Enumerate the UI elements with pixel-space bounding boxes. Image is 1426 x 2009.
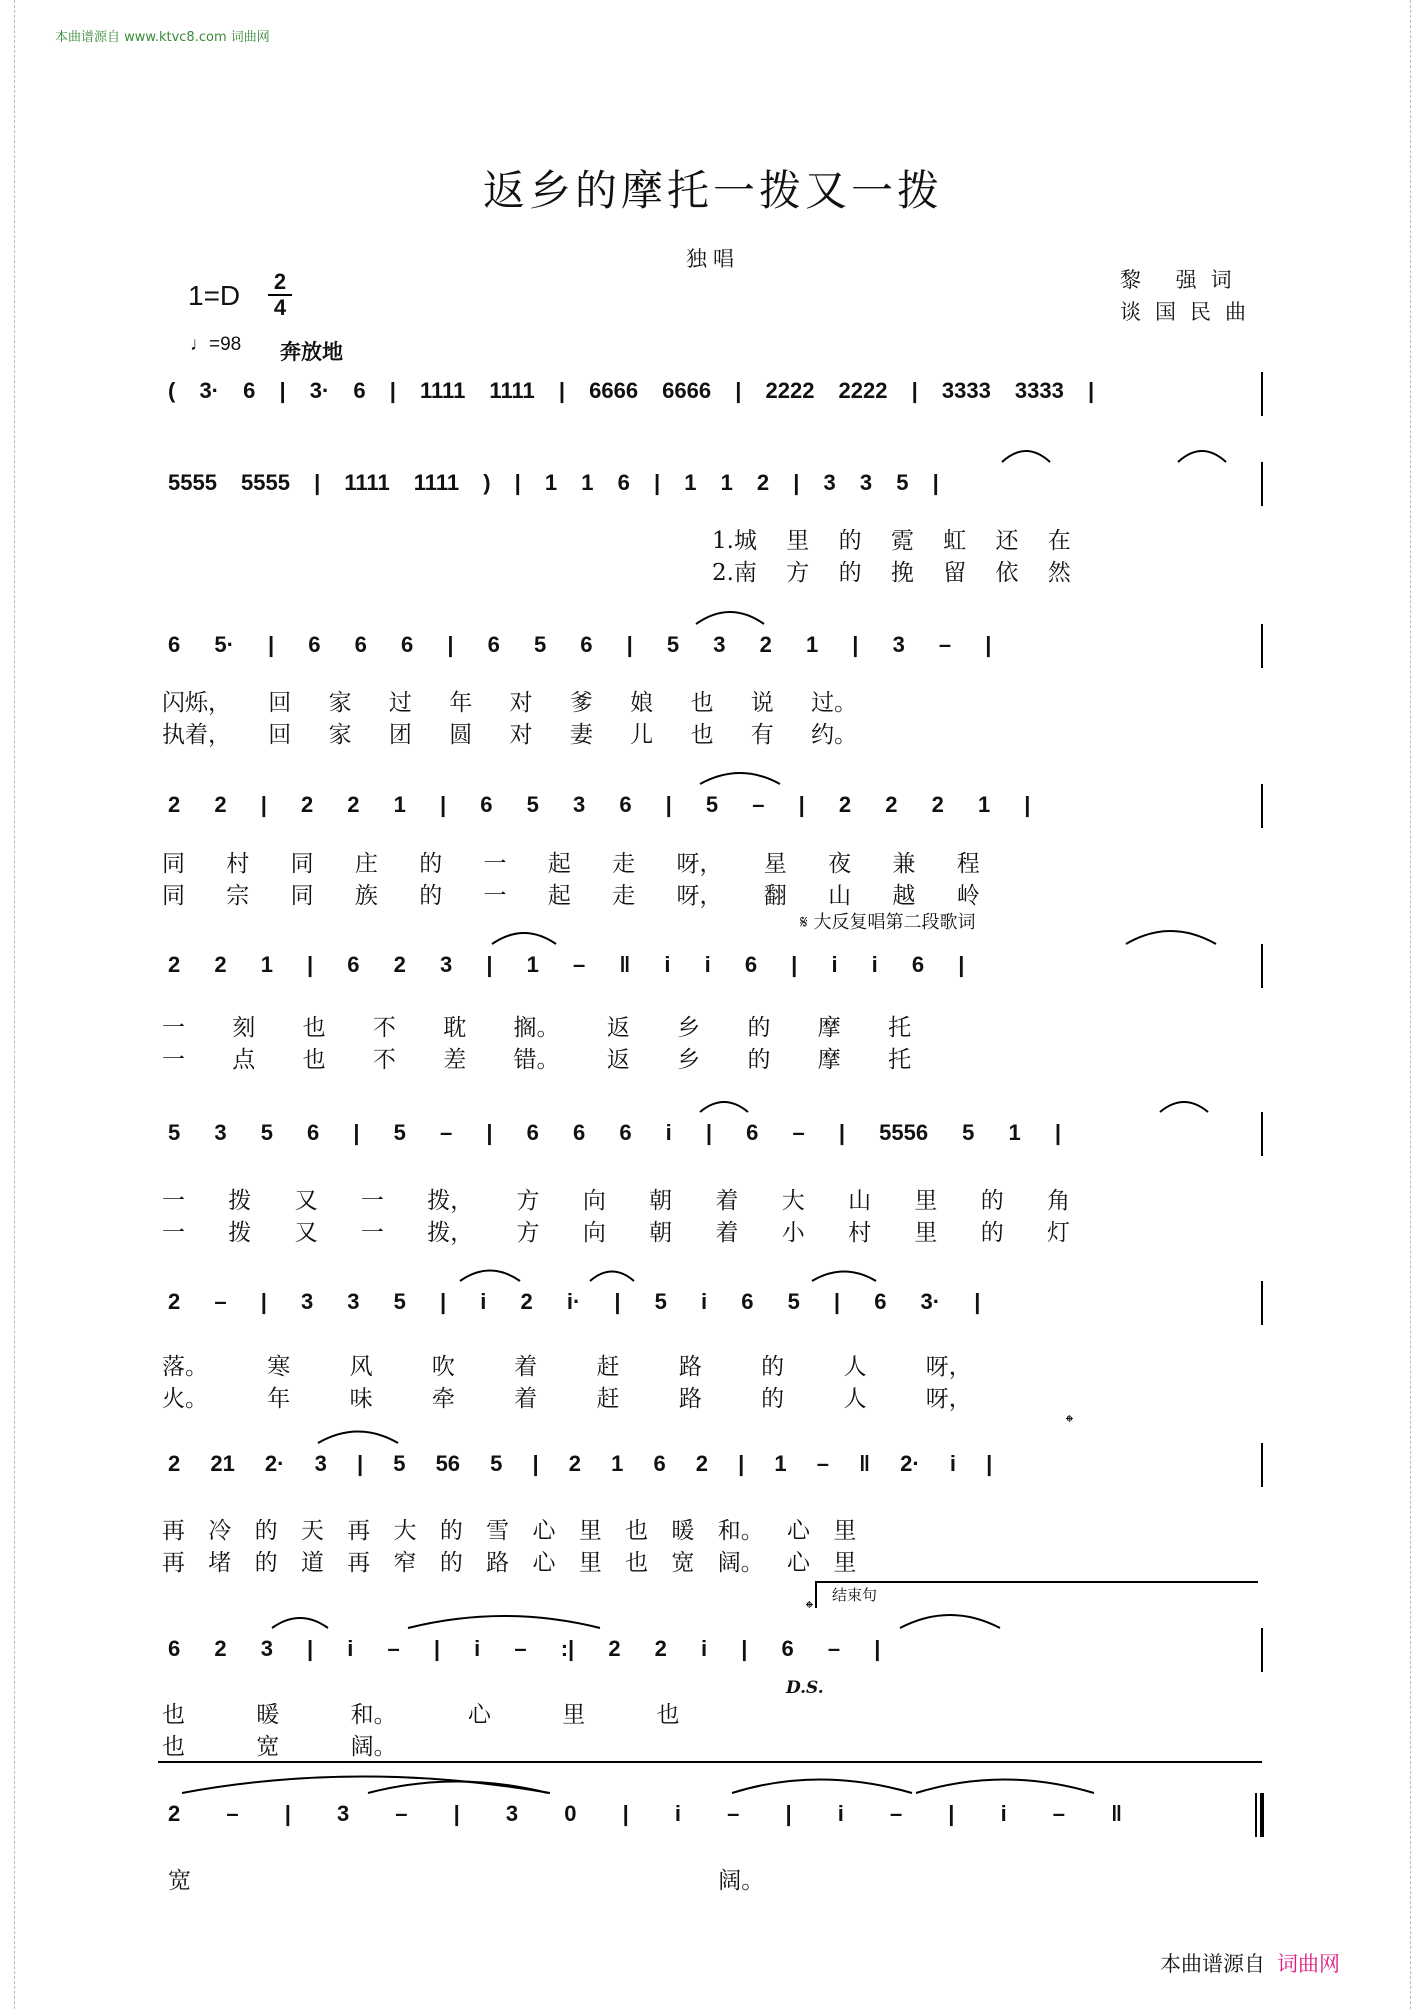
lyric-line-2a: 1.城 里 的 霓 虹 还 在 xyxy=(712,528,1071,554)
notation-system-4: 2 2 | 2 2 1 | 6 5 3 6 | 5 – | 2 2 2 1 | xyxy=(168,792,1031,817)
notation-system-9: 6 2 3 | i – | i – :| 2 2 i | 6 – | xyxy=(168,1636,881,1661)
lyric-line-5b: 一 点 也 不 差 错。 返 乡 的 摩 托 xyxy=(162,1047,912,1073)
lyric-line-9a: 也 暖 和。 心 里 也 xyxy=(162,1702,680,1728)
lyric-line-3b: 执着， 回 家 团 圆 对 妻 儿 也 有 约。 xyxy=(162,722,858,748)
lyric-line-6b: 一 拨 又 一 拨， 方 向 朝 着 小 村 里 的 灯 xyxy=(162,1220,1071,1246)
lyric-line-8b: 再 堵 的 道 再 窄 的 路 心 里 也 宽 阔。 心 里 xyxy=(162,1550,857,1576)
lyric-line-2b: 2.南 方 的 挽 留 依 然 xyxy=(712,560,1071,586)
coda-sign-2: 𝄌 xyxy=(806,1596,813,1620)
lyric-line-4b: 同 宗 同 族 的 一 起 走 呀， 翻 山 越 岭 xyxy=(162,883,980,909)
footer-site-link[interactable]: 词曲网 xyxy=(1277,1952,1340,1976)
notation-system-3: 6 5· | 6 6 6 | 6 5 6 | 5 3 2 1 | 3 – | xyxy=(168,632,992,657)
lyric-line-4a: 同 村 同 庄 的 一 起 走 呀， 星 夜 兼 程 xyxy=(162,851,980,877)
source-footer xyxy=(1160,1948,1340,1978)
tempo-mark: ♩=98 xyxy=(190,334,242,355)
lyric-line-5a: 一 刻 也 不 耽 搁。 返 乡 的 摩 托 xyxy=(162,1015,912,1041)
expression-mark: 奔放地 xyxy=(280,340,343,364)
notation-system-2: 5555 5555 | 1111 1111 ) | 1 1 6 | 1 1 2 | 3 3 5 | xyxy=(168,470,939,495)
notation-system-5: 2 2 1 | 6 2 3 | 1 – ‖ i i 6 | i i 6 | xyxy=(168,952,965,977)
key-signature: 1=D xyxy=(188,280,241,311)
lyric-line-6a: 一 拨 又 一 拨， 方 向 朝 着 大 山 里 的 角 xyxy=(162,1188,1071,1214)
segno-instruction: 𝄋 大反复唱第二段歌词 xyxy=(800,912,976,933)
ds-mark: D.S. xyxy=(786,1678,824,1698)
meter-bottom: 4 xyxy=(273,295,287,320)
notation-system-6: 5 3 5 6 | 5 – | 6 6 6 i | 6 – | 5556 5 1 | xyxy=(168,1120,1062,1145)
source-header: 本曲谱源自 www.ktvc8.com 词曲网 xyxy=(55,30,270,45)
lyric-line-10: 宽 阔。 xyxy=(168,1868,765,1894)
coda-sign-1: 𝄌 xyxy=(1066,1410,1073,1434)
footer-source-label: 本曲谱源自 xyxy=(1160,1952,1265,1976)
lyric-line-3a: 闪烁， 回 家 过 年 对 爹 娘 也 说 过。 xyxy=(162,690,858,716)
meter-top: 2 xyxy=(273,269,287,294)
song-title: 返乡的摩托一拨又一拨 xyxy=(482,166,943,215)
notation-system-1: ( 3· 6 | 3· 6 | 1111 1111 | 6666 6666 | 2222 2222 | 3333 3333 | xyxy=(168,378,1095,403)
notation-system-10: 2 – | 3 – | 3 0 | i – | i – | i – ‖ xyxy=(168,1801,1123,1826)
lyricist-credit: 黎 强词 xyxy=(1120,268,1246,292)
lyric-line-7a: 落。 寒 风 吹 着 赶 路 的 人 呀， xyxy=(162,1354,972,1380)
lyric-line-9b: 也 宽 阔。 xyxy=(162,1734,397,1760)
lyric-line-8a: 再 冷 的 天 再 大 的 雪 心 里 也 暖 和。 心 里 xyxy=(162,1518,857,1544)
song-subtitle: 独唱 xyxy=(686,247,740,271)
notation-system-8: 2 21 2· 3 | 5 56 5 | 2 1 6 2 | 1 – ‖ 2· i | xyxy=(168,1451,993,1476)
lyric-line-7b: 火。 年 味 牵 着 赶 路 的 人 呀， xyxy=(162,1386,972,1412)
composer-credit: 谈国民曲 xyxy=(1120,300,1260,324)
notation-system-7: 2 – | 3 3 5 | i 2 i· | 5 i 6 5 | 6 3· | xyxy=(168,1289,981,1314)
ending-label: 结束句 xyxy=(832,1586,878,1604)
